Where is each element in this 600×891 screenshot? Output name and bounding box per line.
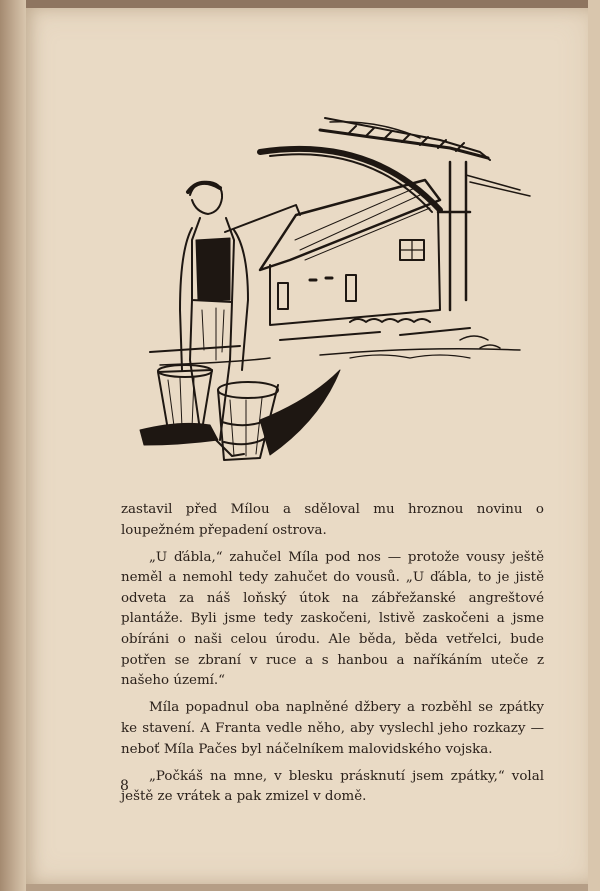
book-binding-edge bbox=[0, 0, 26, 891]
paragraph: „U ďábla,“ zahučel Míla pod nos — protože vousy ještě neměl a nemohl tedy zahučet do vousů. „U ďábla, to je jistě odveta za náš loňský útok na zábřežanské angreštové plantáže. Byli jsme tedy zaskočeni, lstivě zaskočeni a jsme obíráni o naši celou úrodu. Ale běda, běda vetřelci, bude potřen se zbraní v ruce a s hanbou a naříkáním uteče z našeho území.“ bbox=[121, 549, 544, 689]
page-number: 8 bbox=[120, 778, 129, 794]
paragraph: Míla popadnul oba naplněné džbery a rozběhl se zpátky ke stavení. A Franta vedle něho, aby vyslechl jeho rozkazy — neboť Míla Pačes byl náčelníkem malovidského vojska. bbox=[121, 700, 544, 757]
page-right-edge bbox=[588, 0, 600, 891]
body-text bbox=[121, 500, 544, 814]
paragraph: „Počkáš na mne, v blesku prásknutí jsem zpátky,“ volal ještě ze vrátek a pak zmizel v domě. bbox=[121, 768, 544, 805]
boy-with-buckets-illustration bbox=[120, 100, 540, 490]
paragraph: zastavil před Mílou a sděloval mu hroznou novinu o loupežném přepadení ostrova. bbox=[121, 502, 544, 538]
